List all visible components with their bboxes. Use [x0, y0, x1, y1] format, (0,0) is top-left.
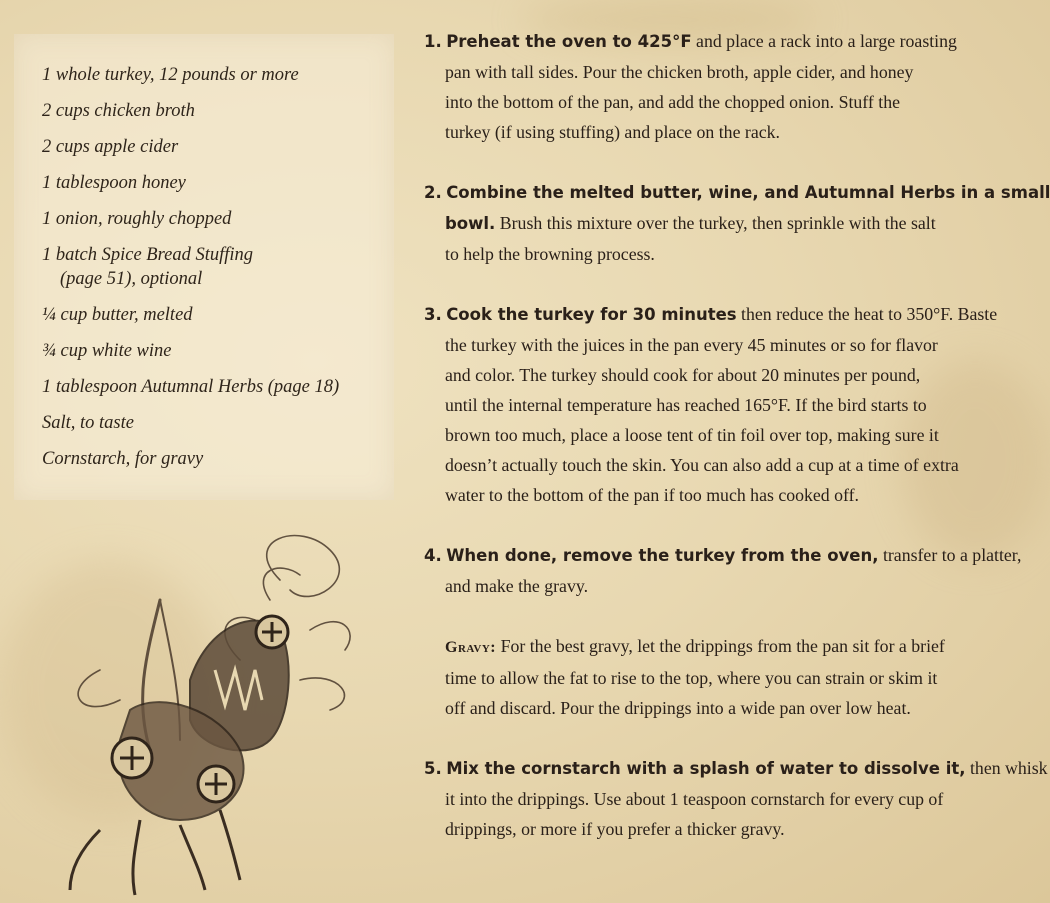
ingredient-item: 1 tablespoon Autumnal Herbs (page 18) — [42, 377, 340, 397]
step-lead: Cook the turkey for 30 minutes — [446, 305, 737, 324]
ingredient-item: Cornstarch, for gravy — [42, 449, 204, 469]
step-lead: Preheat the oven to 425°F — [446, 32, 692, 51]
ingredient-item: 1 tablespoon honey — [42, 173, 186, 193]
instructions — [424, 26, 1050, 874]
gravy-note: Gravy: For the best gravy, let the drippings from the pan sit for a brief time to allow the fat to rise to the top, where you can strain or skim it off and discard. Pour the drippings into a wide pan over low heat. — [445, 636, 945, 718]
step-lead: Combine the melted butter, wine, and Autumnal Herbs in a small — [446, 183, 1050, 202]
step-number: 5. — [424, 759, 442, 778]
ingredients-list — [42, 63, 339, 483]
step-number: 2. — [424, 183, 442, 202]
ingredient-item: 2 cups chicken broth — [42, 101, 195, 121]
step-1: 1. Preheat the oven to 425°F and place a rack into a large roasting pan with tall sides. Pour the chicken broth, apple cider, and honey into the bottom of the pan, and add the chopped onion. Stuff the turkey (if using stuffing) and place on the rack. — [424, 31, 957, 142]
step-number: 4. — [424, 546, 442, 565]
step-2: 2. Combine the melted butter, wine, and Autumnal Herbs in a small bowl. Brush this mixture over the turkey, then sprinkle with the salt to help the browning process. — [424, 183, 1050, 264]
ingredient-item: 1 batch Spice Bread Stuffing (page 51), optional — [42, 245, 253, 289]
creature-illustration — [40, 520, 380, 900]
step-4: 4. When done, remove the turkey from the oven, transfer to a platter, and make the gravy. — [424, 545, 1022, 596]
ingredient-item: 1 onion, roughly chopped — [42, 209, 232, 229]
ingredient-item: Salt, to taste — [42, 413, 134, 433]
ingredient-item: 2 cups apple cider — [42, 137, 179, 157]
step-lead: Mix the cornstarch with a splash of water to dissolve it, — [446, 759, 966, 778]
step-number: 3. — [424, 305, 442, 324]
step-lead: When done, remove the turkey from the oven, — [446, 546, 879, 565]
step-3: 3. Cook the turkey for 30 minutes then reduce the heat to 350°F. Baste the turkey with the juices in the pan every 45 minutes or so for flavor and color. The turkey should cook for about 20 minutes per pound, until the internal temperature has reached 165°F. If the bird starts to brown too much, place a loose tent of tin foil over top, making sure it doesn’t actually touch the skin. You can also add a cup at a time of extra water to the bottom of the pan if too much has cooked off. — [424, 304, 998, 505]
ingredient-item: 1 whole turkey, 12 pounds or more — [42, 65, 299, 85]
ingredient-item: ¼ cup butter, melted — [42, 305, 193, 325]
ingredient-item: ¾ cup white wine — [42, 341, 172, 361]
step-5: 5. Mix the cornstarch with a splash of water to dissolve it, then whisk it into the drippings. Use about 1 teaspoon cornstarch for every cup of drippings, or more if you prefer a thicker gravy. — [424, 758, 1048, 839]
gravy-label: Gravy: — [445, 639, 497, 656]
step-number: 1. — [424, 32, 442, 51]
